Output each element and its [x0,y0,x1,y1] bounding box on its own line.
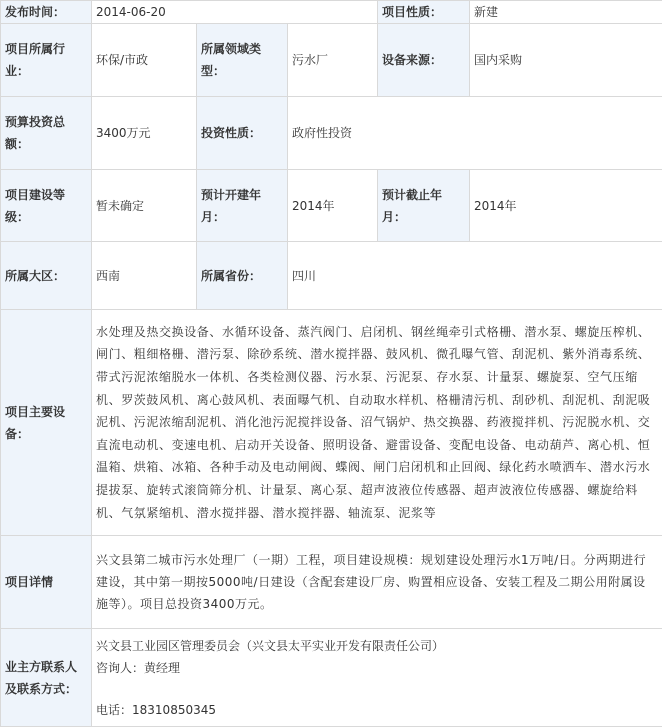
owner-contact-label: 业主方联系人及联系方式： [1,629,92,727]
field-type-value: 污水厂 [288,24,378,97]
contact-person-label: 咨询人： [96,661,144,675]
contact-person: 黄经理 [144,661,180,675]
main-equipment-value: 水处理及热交换设备、水循环设备、蒸汽阀门、启闭机、钢丝绳牵引式格栅、潜水泵、螺旋压榨机、闸门、粗细格栅、潜污泵、除砂系统、潜水搅拌器、鼓风机、微孔曝气管、刮泥机、紫外消毒系统、带式污泥浓缩脱水一体机、各类检测仪器、污水泵、污泥泵、存水泵、计量泵、螺旋泵、空气压缩机、罗茨鼓风机、离心鼓风机、表面曝气机、自动取水样机、格栅清污机、刮砂机、刮泥机、刮泥吸泥机、污泥浓缩刮泥机、消化池污泥搅拌设备、沼气锅炉、热交换器、药液搅拌机、污泥脱水机、交直流电动机、变速电机、启动开关设备、照明设备、避雷设备、变配电设备、电动葫芦、离心机、恒温箱、烘箱、冰箱、各种手动及电动闸阀、蝶阀、闸门启闭机和止回阀、绿化药水喷洒车、潜水污水提拔泵、旋转式滚筒筛分机、计量泵、离心泵、超声波液位传感器、超声波液位传感器、螺旋给料机、气氛紧缩机、潜水搅拌器、潜水搅拌器、轴流泵、泥浆等 [92,310,662,536]
main-equipment-label: 项目主要设备： [1,310,92,536]
project-nature-label: 项目性质： [378,1,470,24]
project-detail-value: 兴文县第二城市污水处理厂（一期）工程，项目建设规模：规划建设处理污水1万吨/日。分两期进行建设，其中第一期按5000吨/日建设（含配套建设厂房、购置相应设备、安装工程及二期公用附属设施等）。项目总投资3400万元。 [92,536,662,629]
row-budget [1,97,662,170]
row-level [1,170,662,242]
budget-value: 3400万元 [92,97,197,170]
field-type-label: 所属领域类型： [197,24,288,97]
region-label: 所属大区： [1,242,92,310]
row-detail [1,536,662,629]
owner-contact-value [92,629,662,727]
contact-spacer [96,679,658,699]
contact-phone-label: 电话： [96,703,132,717]
expected-start-value: 2014年 [288,170,378,242]
construction-level-value: 暂未确定 [92,170,197,242]
equipment-source-value: 国内采购 [470,24,662,97]
construction-level-label: 项目建设等级： [1,170,92,242]
row-equipment [1,310,662,536]
contact-organization: 兴文县工业园区管理委员会（兴文县太平实业开发有限责任公司） [96,635,658,657]
contact-phone: 18310850345 [132,703,216,717]
row-region [1,242,662,310]
province-value: 四川 [288,242,662,310]
row-contact [1,629,662,727]
contact-person-line [96,657,658,679]
row-publish [1,1,662,24]
row-industry [1,24,662,97]
region-value: 西南 [92,242,197,310]
budget-label: 预算投资总额： [1,97,92,170]
contact-phone-line [96,699,658,721]
industry-value: 环保/市政 [92,24,197,97]
publish-time-label: 发布时间： [1,1,92,24]
equipment-source-label: 设备来源： [378,24,470,97]
province-label: 所属省份： [197,242,288,310]
project-detail-label: 项目详情 [1,536,92,629]
investment-nature-label: 投资性质： [197,97,288,170]
publish-time-value: 2014-06-20 [92,1,378,24]
project-nature-value: 新建 [470,1,662,24]
expected-end-label: 预计截止年月： [378,170,470,242]
industry-label: 项目所属行业： [1,24,92,97]
expected-end-value: 2014年 [470,170,662,242]
investment-nature-value: 政府性投资 [288,97,662,170]
expected-start-label: 预计开建年月： [197,170,288,242]
